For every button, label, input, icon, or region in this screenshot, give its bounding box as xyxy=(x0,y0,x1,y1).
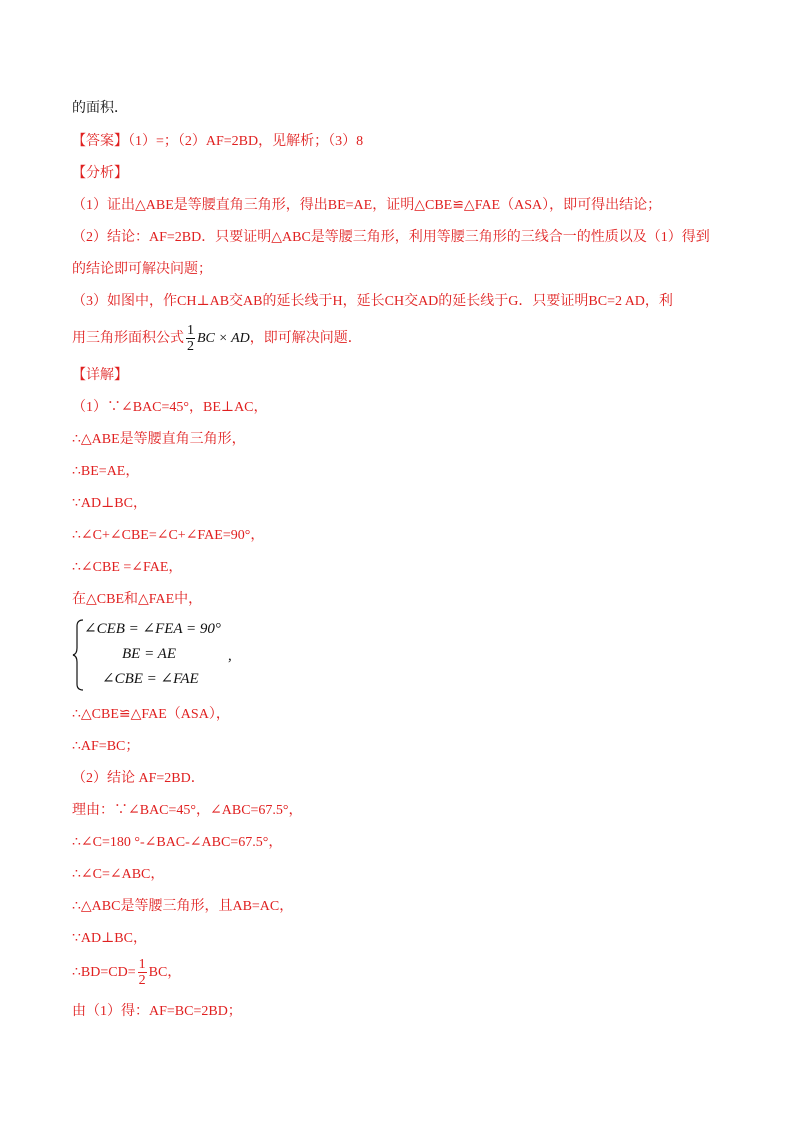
analysis-line-formula xyxy=(72,321,362,357)
system-comma: , xyxy=(228,648,232,664)
fraction-half xyxy=(186,323,195,354)
detail-line: ∴△ABC是等腰三角形，且AB=AC， xyxy=(72,899,294,914)
analysis-heading: 【分析】 xyxy=(72,166,128,181)
analysis-line: （3）如图中，作CH⊥AB交AB的延长线于H，延长CH交AD的延长线于G．只要证明BC=2 AD，利 xyxy=(72,294,673,309)
detail-line-fraction xyxy=(72,955,181,991)
equation-3: ∠CBE = ∠FAE xyxy=(102,671,199,687)
detail-line: ∴∠CBE =∠FAE， xyxy=(72,560,183,575)
detail-line: ∵AD⊥BC， xyxy=(72,496,147,511)
equation-system xyxy=(72,618,252,692)
area-expression: BC × AD xyxy=(197,331,250,346)
analysis-line: （1）证出△ABE是等腰直角三角形，得出BE=AE，证明△CBE≌△FAE（ASA），即可得出结论； xyxy=(72,198,662,213)
answer-line: 【答案】（1）=；（2）AF=2BD，见解析；（3）8 xyxy=(72,134,364,149)
detail-line: ∵AD⊥BC， xyxy=(72,931,147,946)
detail-line: ∴BE=AE， xyxy=(72,464,140,479)
fraction-numerator: 1 xyxy=(187,323,194,339)
text-line: 的面积． xyxy=(72,101,128,116)
detail-line: ∴AF=BC； xyxy=(72,739,140,754)
detail-heading: 【详解】 xyxy=(72,368,128,383)
detail-line: ∴∠C=∠ABC， xyxy=(72,867,165,882)
text-span: 用三角形面积公式 xyxy=(72,331,184,346)
text-span: ∴BD=CD= xyxy=(72,965,136,980)
detail-line: （2）结论 AF=2BD． xyxy=(72,771,205,786)
detail-line: （1）∵∠BAC=45°，BE⊥AC， xyxy=(72,400,268,415)
detail-line: 由（1）得：AF=BC=2BD； xyxy=(72,1004,242,1019)
fraction-numerator: 1 xyxy=(138,957,146,973)
detail-line: ∴∠C+∠CBE=∠C+∠FAE=90°， xyxy=(72,528,265,543)
detail-line: ∴∠C=180 °-∠BAC-∠ABC=67.5°， xyxy=(72,835,283,850)
text-span: BC， xyxy=(148,965,182,980)
fraction-denominator: 2 xyxy=(138,973,146,989)
detail-line: 在△CBE和△FAE中， xyxy=(72,592,203,607)
equation-2: BE = AE xyxy=(122,646,177,662)
analysis-line: 的结论即可解决问题； xyxy=(72,262,212,277)
fraction-half xyxy=(138,957,147,988)
detail-line: 理由：∵∠BAC=45°，∠ABC=67.5°， xyxy=(72,803,303,818)
detail-line: ∴△ABE是等腰直角三角形， xyxy=(72,432,246,447)
fraction-denominator: 2 xyxy=(187,339,194,355)
text-span: ，即可解决问题． xyxy=(249,331,362,346)
equation-1: ∠CEB = ∠FEA = 90° xyxy=(84,621,221,637)
detail-line: ∴△CBE≌△FAE（ASA）， xyxy=(72,707,230,722)
analysis-line: （2）结论：AF=2BD．只要证明△ABC是等腰三角形，利用等腰三角形的三线合一的性质以及（1）得到 xyxy=(72,230,710,245)
